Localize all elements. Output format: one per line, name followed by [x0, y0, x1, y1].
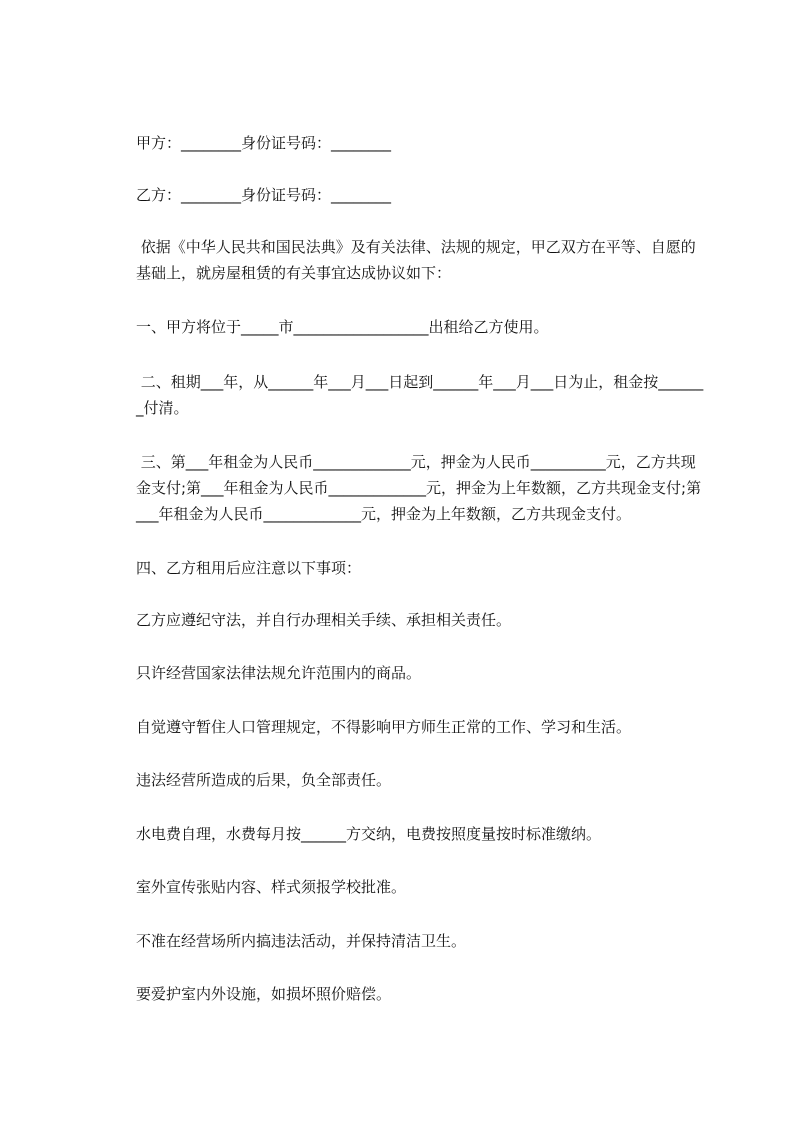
- list-item: 乙方应遵纪守法，并自行办理相关手续、承担相关责任。: [136, 611, 512, 629]
- preamble-paragraph: 依据《中华人民共和国民法典》及有关法律、法规的规定，甲乙双方在平等、自愿的基础上，就房屋租赁的有关事宜达成协议如下：: [136, 238, 696, 282]
- party-a-line: 甲方：________身份证号码：________: [136, 134, 392, 152]
- list-item: 不准在经营场所内搞违法活动，并保持清洁卫生。: [136, 932, 467, 950]
- clause-1: 一、甲方将位于_____市__________________出租给乙方使用。: [136, 318, 549, 336]
- list-item: 违法经营所造成的后果，负全部责任。: [136, 771, 392, 789]
- clause-3: 三、第___年租金为人民币_____________元，押金为人民币__________元，乙方共现金支付;第___年租金为人民币_____________元，押金为上年数额，乙方共现金支付;第___年租金为人民币_____________元，押金为上年数额，乙方共现金支付。: [136, 453, 702, 523]
- party-b-line: 乙方：________身份证号码：________: [136, 186, 392, 204]
- list-item: 室外宣传张贴内容、样式须报学校批准。: [136, 878, 407, 896]
- list-item: 自觉遵守暂住人口管理规定，不得影响甲方师生正常的工作、学习和生活。: [136, 718, 632, 736]
- clause-4: 四、乙方租用后应注意以下事项：: [136, 559, 362, 577]
- list-item: 只许经营国家法律法规允许范围内的商品。: [136, 664, 422, 682]
- clause-2: 二、租期___年，从______年___月___日起到______年___月___日为止，租金按_______付清。: [136, 373, 704, 417]
- list-item: 要爱护室内外设施，如损坏照价赔偿。: [136, 985, 392, 1003]
- list-item: 水电费自理，水费每月按______方交纳，电费按照度量按时标准缴纳。: [136, 825, 602, 843]
